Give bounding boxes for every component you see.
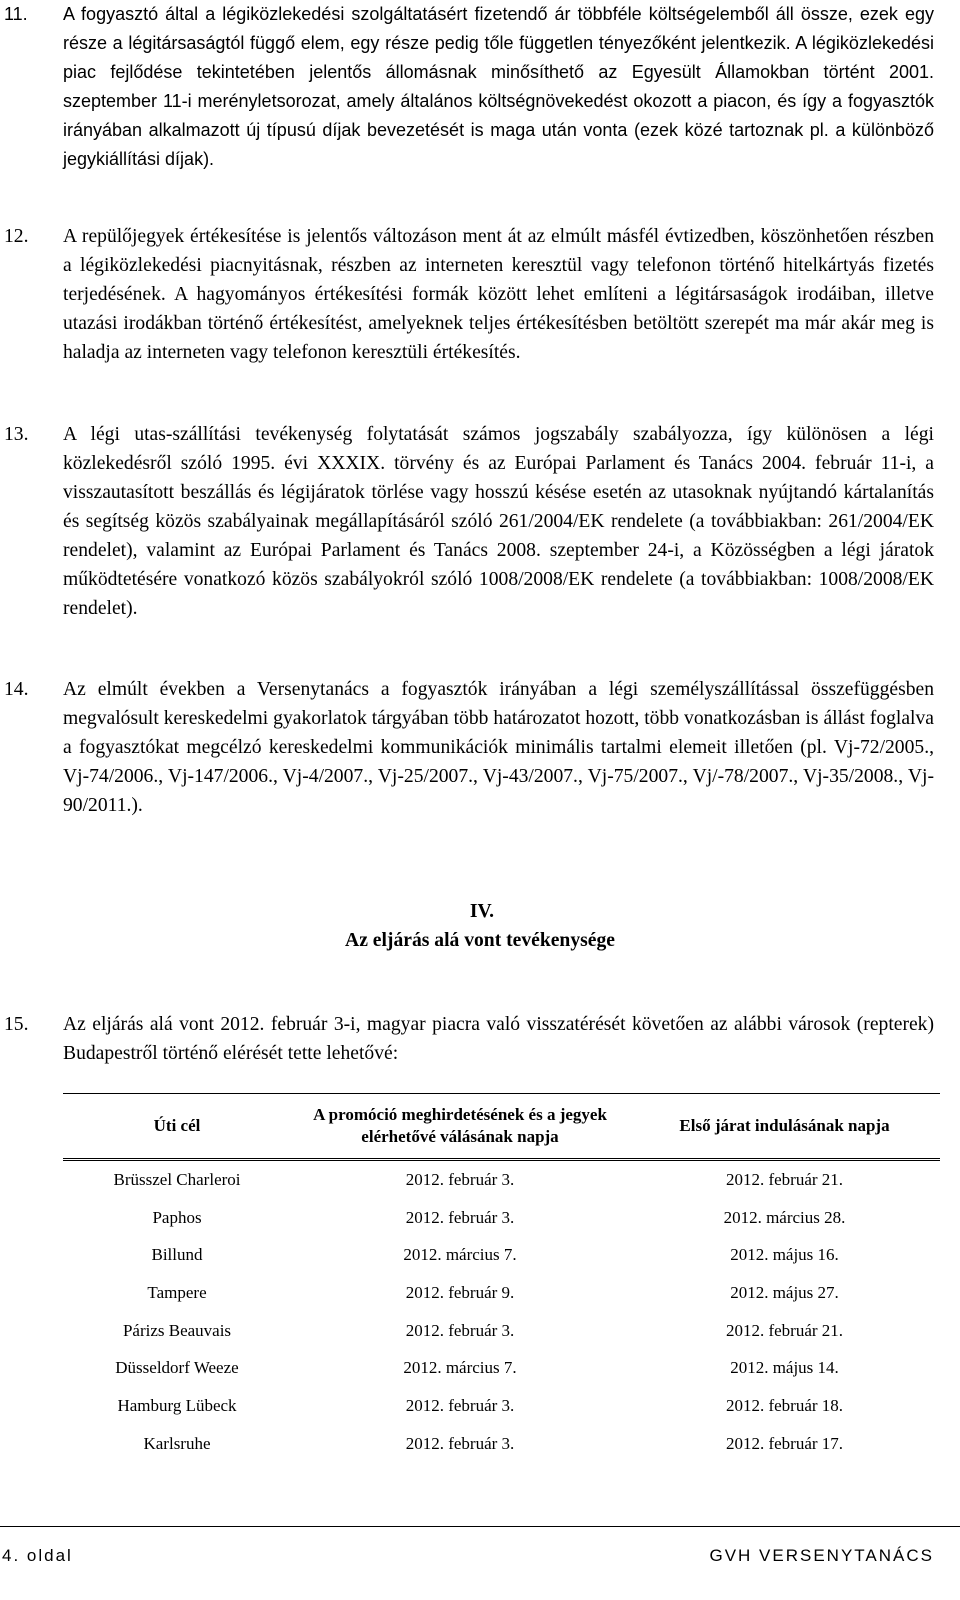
cell-first-flight-date: 2012. május 27. bbox=[730, 1282, 839, 1302]
paragraph-text: A fogyasztó által a légiközlekedési szolgáltatásért fizetendő ár többféle költségelemből áll össze, ezek egy része a légitársaságtól függő elem, egy része pedig tőle független tényezőként jelentkezik. A légiközlekedési piac fejlődése tekintetében jelentős állomásnak minősíthető az Egyesült Államokban történt 2001. szeptember 11-i merényletsorozat, amely általános költségnövekedést okozott a piacon, és így a fogyasztók irányában alkalmazott új típusú díjak bevezetését is maga után vonta (ezek közé tartoznak pl. a különböző jegykiállítási díjak). bbox=[63, 4, 934, 169]
cell-destination: Düsseldorf Weeze bbox=[115, 1358, 239, 1378]
paragraph-11 bbox=[4, 0, 934, 174]
table-row bbox=[63, 1349, 940, 1387]
cell-promotion-date: 2012. február 3. bbox=[405, 1169, 515, 1189]
cell-first-flight-date: 2012. február 21. bbox=[725, 1169, 844, 1189]
cell-destination: Billund bbox=[151, 1245, 203, 1265]
table-row bbox=[63, 1312, 940, 1350]
footer-organization: GVH VERSENYTANÁCS bbox=[709, 1546, 934, 1565]
cell-destination: Brüsszel Charleroi bbox=[113, 1169, 241, 1189]
cell-destination: Párizs Beauvais bbox=[122, 1320, 232, 1340]
table-row bbox=[63, 1199, 940, 1237]
paragraph-number: 14. bbox=[4, 679, 29, 700]
header-destination: Úti cél bbox=[63, 1094, 291, 1160]
table-row bbox=[63, 1236, 940, 1274]
cell-promotion-date: 2012. március 7. bbox=[403, 1245, 517, 1265]
cell-promotion-date: 2012. március 7. bbox=[403, 1358, 517, 1378]
header-first-flight-date: Első járat indulásának napja bbox=[629, 1094, 940, 1160]
paragraph-number: 15. bbox=[4, 1014, 29, 1035]
cell-first-flight-date: 2012. május 14. bbox=[730, 1358, 839, 1378]
cell-first-flight-date: 2012. május 16. bbox=[730, 1245, 839, 1265]
table-row bbox=[63, 1387, 940, 1425]
cell-promotion-date: 2012. február 3. bbox=[405, 1395, 515, 1415]
section-title: Az eljárás alá vont tevékenysége bbox=[345, 930, 615, 951]
page-number: 4. oldal bbox=[2, 1546, 73, 1565]
table-row bbox=[63, 1160, 940, 1199]
flights-table bbox=[63, 1093, 940, 1463]
cell-promotion-date: 2012. február 3. bbox=[405, 1207, 515, 1227]
paragraph-text: Az elmúlt években a Versenytanács a fogyasztók irányában a légi személyszállítással összefüggésben megvalósult kereskedelmi gyakorlatok tárgyában több határozatot hozott, több vonatkozásban is állást foglalva a fogyasztókat megcélzó kereskedelmi kommunikációk minimális tartalmi elemeit illetően (pl. Vj-72/2005., Vj-74/2006., Vj-147/2006., Vj-4/2007., Vj-25/2007., Vj-43/2007., Vj-75/2007., Vj/-78/2007., Vj-35/2008., Vj-90/2011.). bbox=[63, 679, 934, 816]
paragraph-14 bbox=[4, 675, 934, 820]
paragraph-number: 12. bbox=[4, 226, 29, 247]
cell-destination: Tampere bbox=[147, 1282, 207, 1302]
flights-table-container bbox=[63, 1093, 940, 1463]
cell-first-flight-date: 2012. február 21. bbox=[725, 1320, 844, 1340]
cell-promotion-date: 2012. február 3. bbox=[405, 1433, 515, 1453]
paragraph-12 bbox=[4, 222, 934, 367]
section-number: IV. bbox=[469, 901, 495, 922]
table-header-row bbox=[63, 1094, 940, 1160]
header-promotion-date: A promóció meghirdetésének és a jegyek elérhetővé válásának napja bbox=[291, 1094, 629, 1160]
paragraph-text: A repülőjegyek értékesítése is jelentős változáson ment át az elmúlt másfél évtizedben, köszönhetően részben a légiközlekedési piacnyitásnak, részben az interneten keresztül vagy telefonon történő hitelkártyás fizetés terjedésének. A hagyományos értékesítési formák között lehet említeni a légitársaságok irodáiban, illetve utazási irodákban történő értékesítést, amelyeknek teljes értékesítésben betöltött szerepét ma már akár meg is haladja az interneten vagy telefonon keresztüli értékesítés. bbox=[63, 226, 934, 363]
paragraph-13 bbox=[4, 420, 934, 623]
paragraph-text: Az eljárás alá vont 2012. február 3-i, magyar piacra való visszatérését követően az alábbi városok (repterek) Budapestről történő elérését tette lehetővé: bbox=[63, 1014, 934, 1064]
cell-destination: Paphos bbox=[152, 1207, 202, 1227]
cell-first-flight-date: 2012. február 18. bbox=[725, 1395, 844, 1415]
paragraph-number: 11. bbox=[4, 4, 28, 24]
cell-first-flight-date: 2012. március 28. bbox=[723, 1207, 846, 1227]
paragraph-text: A légi utas-szállítási tevékenység folytatását számos jogszabály szabályozza, így különösen a légi közlekedésről szóló 1995. évi XXXIX. törvény és az Európai Parlament és Tanács 2004. február 11-i, a visszautasított beszállás és légijáratok törlése vagy hosszú késése esetén az utasoknak nyújtandó kártalanítás és segítség közös szabályainak megállapításáról szóló 261/2004/EK rendelete (a továbbiakban: 261/2004/EK rendelet), valamint az Európai Parlament és Tanács 2008. szeptember 24-i, a Közösségben a légi járatok működtetésére vonatkozó közös szabályokról szóló 1008/2008/EK rendelete (a továbbiakban: 1008/2008/EK rendelet). bbox=[63, 424, 934, 619]
table-row bbox=[63, 1425, 940, 1463]
cell-promotion-date: 2012. február 9. bbox=[405, 1282, 515, 1302]
table-row bbox=[63, 1274, 940, 1312]
cell-destination: Hamburg Lübeck bbox=[117, 1395, 237, 1415]
cell-promotion-date: 2012. február 3. bbox=[405, 1320, 515, 1340]
paragraph-15 bbox=[4, 1010, 934, 1068]
cell-first-flight-date: 2012. február 17. bbox=[725, 1433, 844, 1453]
cell-destination: Karlsruhe bbox=[143, 1433, 211, 1453]
paragraph-number: 13. bbox=[4, 424, 29, 445]
footer-divider bbox=[0, 1526, 960, 1527]
